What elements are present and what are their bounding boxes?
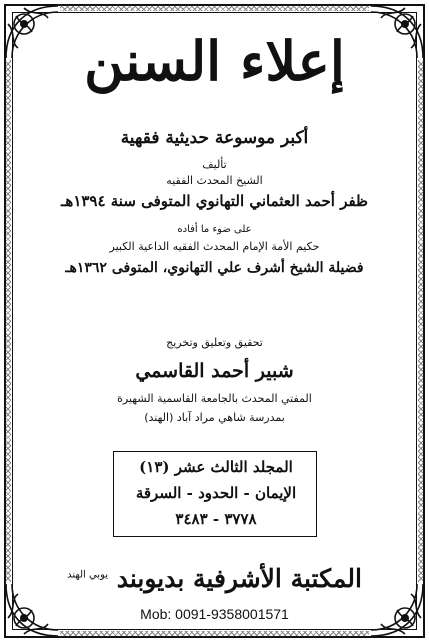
taleef-label: تأليف <box>202 158 227 171</box>
inner-frame <box>12 12 417 630</box>
editor-school: بمدرسة شاهي مراد آباد (الهند) <box>144 411 285 424</box>
bottom-ornament-band <box>60 631 369 637</box>
top-ornament-band <box>60 5 369 11</box>
tahqiq-label: تحقيق وتعليق وتخريج <box>166 336 263 349</box>
volume-topics: الإيمان - الحدود - السرقة <box>135 484 297 502</box>
editor-name: شبير أحمد القاسمي <box>135 360 294 382</box>
author-name: ظفر أحمد العثماني التهانوي المتوفى سنة ١٣٩٤هـ <box>61 192 368 210</box>
publisher-location: يوبي الهند <box>67 569 109 581</box>
based-on-label: على ضوء ما أفاده <box>177 224 252 235</box>
editor-title: المفتي المحدث بالجامعة القاسمية الشهيرة <box>117 392 312 405</box>
volume-range: ٣٧٧٨ - ٣٤٨٣ <box>175 510 257 528</box>
volume-label: المجلد الثالث عشر (١٣) <box>139 458 293 476</box>
teacher-title: حكيم الأمة الإمام المحدث الفقيه الداعية الكبير <box>109 240 320 253</box>
book-subtitle: أكبر موسوعة حديثية فقهية <box>120 128 309 148</box>
publisher-title: المكتبة الأشرفية بديوبند <box>116 564 362 593</box>
book-title: إعلاء السنن <box>84 29 345 93</box>
teacher-name: فضيلة الشيخ أشرف علي التهانوي، المتوفى ١٣٦٢هـ <box>65 260 364 276</box>
volume-box <box>113 451 317 537</box>
publisher-name <box>0 564 429 593</box>
mobile-number: Mob: 0091-9358001571 <box>140 606 289 622</box>
author-title: الشيخ المحدث الفقيه <box>166 174 263 187</box>
